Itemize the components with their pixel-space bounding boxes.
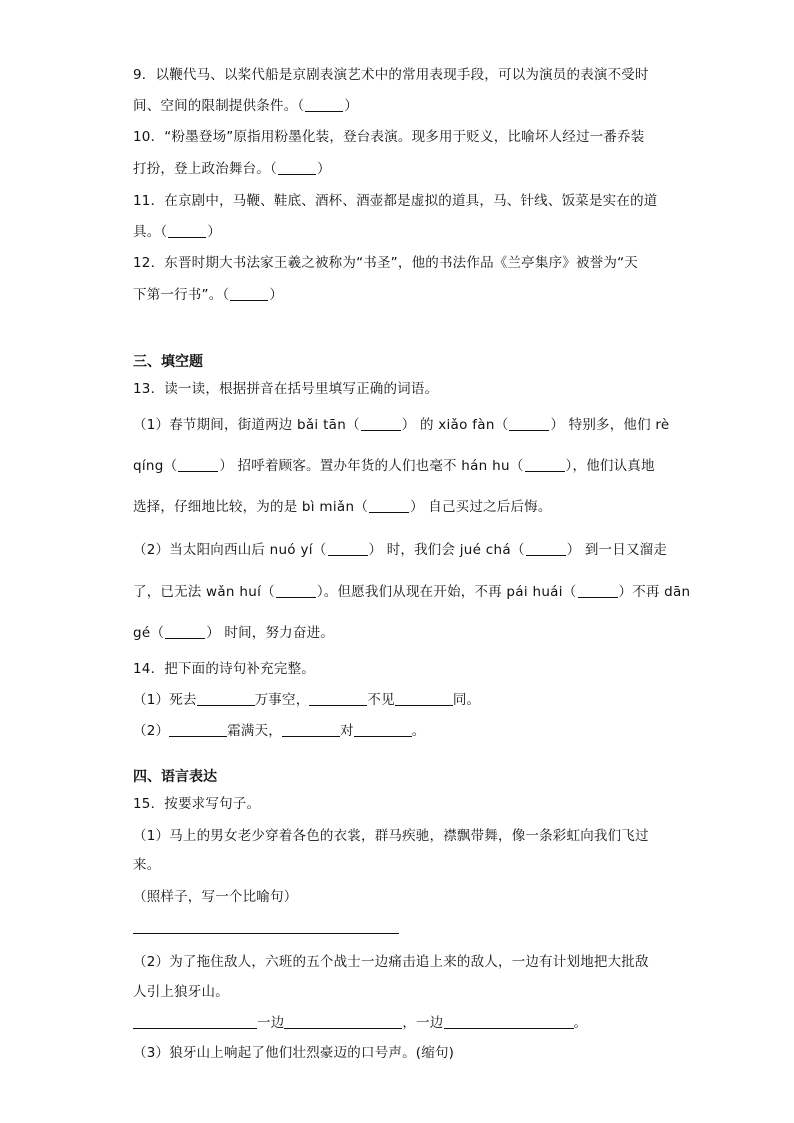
q12-line1: 12．东晋时期大书法家王羲之被称为“书圣”，他的书法作品《兰亭集序》被誉为“天	[133, 255, 638, 271]
paren-open: （	[163, 458, 178, 474]
paren-close: ）	[206, 625, 220, 641]
answer-blank[interactable]	[354, 722, 412, 737]
answer-blank[interactable]	[525, 458, 565, 472]
pinyin: nuó yí	[269, 542, 313, 558]
pinyin: xiǎo fàn	[438, 417, 495, 433]
q11-line2-text: 具。	[133, 224, 161, 240]
pinyin: pái huái	[506, 584, 563, 600]
text: 特别多，他们	[564, 417, 656, 433]
text: （2）	[133, 723, 170, 739]
text: （1）死去	[133, 692, 197, 708]
pinyin: qíng	[133, 458, 164, 474]
paren-close: ）	[316, 161, 331, 177]
q15-p1-requirement: （照样子，写一个比喻句）	[133, 889, 298, 905]
pinyin: bǎi tān	[296, 417, 347, 433]
answer-blank[interactable]	[509, 417, 549, 431]
q9-line2	[133, 96, 358, 116]
q13-p2-line1	[133, 540, 667, 560]
paren-open: （	[312, 542, 327, 558]
q15-p3-line1: （3）狼牙山上响起了他们壮烈豪迈的口号声。(缩句)	[133, 1045, 455, 1061]
q10-line2-text: 打扮，登上政治舞台。	[133, 161, 270, 177]
section-title: 四、语言表达	[133, 769, 217, 785]
paren-close: ）	[219, 458, 234, 474]
text: （1）春节期间，街道两边	[133, 417, 297, 433]
paren-close: ）	[410, 499, 424, 515]
paren-close: ）	[566, 542, 581, 558]
q15-p2-answer	[133, 1013, 587, 1033]
q15-p2-line1: （2）为了拖住敌人，六班的五个战士一边痛击追上来的敌人，一边有计划地把大批敌	[133, 954, 649, 970]
q14-p2	[133, 721, 425, 741]
pinyin: wǎn huí	[206, 584, 262, 600]
paren-open: （	[510, 542, 525, 558]
paren-close: ）	[269, 287, 284, 303]
answer-blank[interactable]	[282, 722, 340, 737]
paren-close: ）	[316, 584, 324, 600]
text: 。	[573, 1015, 588, 1031]
answer-blank[interactable]	[328, 542, 368, 556]
text: 。但愿我们从现在开始，不再	[323, 584, 507, 600]
q14-stem: 14．把下面的诗句补充完整。	[133, 661, 315, 677]
q12-line2-text: 下第一行书”。	[133, 287, 223, 303]
text: 一边	[257, 1015, 285, 1031]
paren-close: ）	[368, 542, 383, 558]
text: 万事空，	[254, 692, 310, 708]
paren-open: （	[150, 625, 165, 641]
pinyin: dān	[664, 584, 691, 600]
section-title: 三、填空题	[133, 354, 203, 370]
paren-open: （	[261, 584, 275, 600]
q10-line1: 10．“粉墨登场”原指用粉墨化装，登台表演。现多用于贬义，比喻坏人经过一番乔装	[133, 129, 645, 145]
answer-blank[interactable]	[369, 499, 409, 513]
answer-blank[interactable]	[309, 691, 367, 706]
text: 招呼着顾客。置办年货的人们也毫不	[233, 458, 462, 474]
answer-blank[interactable]	[444, 1014, 574, 1029]
answer-blank[interactable]	[178, 458, 218, 472]
paren-close: ）	[344, 98, 359, 114]
paren-open: （	[354, 499, 369, 515]
text: 同。	[452, 692, 481, 708]
answer-blank[interactable]	[165, 625, 205, 639]
text: 霜满天，	[227, 723, 283, 739]
answer-blank[interactable]	[276, 584, 316, 598]
q15-stem: 15．按要求写句子。	[133, 796, 261, 812]
paren-open: （	[509, 458, 524, 474]
answer-blank[interactable]	[284, 1014, 402, 1029]
paren-close: ）	[565, 458, 573, 474]
paren-open: （	[346, 417, 360, 433]
paren-close: ）	[618, 584, 633, 600]
q10-line2	[133, 159, 331, 179]
q13-p1-line2	[133, 456, 655, 476]
paren-open: （	[270, 161, 277, 177]
answer-line[interactable]	[133, 933, 399, 934]
answer-blank[interactable]	[278, 161, 316, 175]
paren-open: （	[297, 98, 305, 114]
q13-p2-line3	[133, 623, 334, 643]
answer-blank[interactable]	[230, 287, 268, 301]
q13-p1-line3	[133, 497, 552, 517]
text: 到一日又溜走	[580, 542, 668, 558]
pinyin: rè	[655, 417, 670, 433]
answer-blank[interactable]	[526, 542, 566, 556]
paren-open: （	[562, 584, 577, 600]
q9-line2-text: 间、空间的限制提供条件。	[133, 98, 298, 114]
text: 选择，仔细地比较，为的是	[133, 499, 302, 515]
answer-blank[interactable]	[305, 98, 343, 112]
answer-blank[interactable]	[395, 691, 453, 706]
pinyin: gé	[133, 625, 151, 641]
q12-line2	[133, 285, 283, 305]
answer-blank[interactable]	[197, 691, 255, 706]
text: 不再	[632, 584, 665, 600]
answer-blank[interactable]	[578, 584, 618, 598]
answer-blank[interactable]	[133, 1014, 257, 1029]
paren-open: （	[160, 224, 168, 240]
text: 了，已无法	[133, 584, 206, 600]
q13-p1-line1	[133, 415, 670, 435]
q9-line1: 9．以鞭代马、以桨代船是京剧表演艺术中的常用表现手段，可以为演员的表演不受时	[133, 67, 649, 83]
text: 时间，努力奋进。	[219, 625, 334, 641]
q11-line2	[133, 222, 221, 242]
text: ，他们认真地	[572, 458, 655, 474]
q15-p2-line2: 人引上狼牙山。	[133, 984, 229, 1000]
answer-blank[interactable]	[169, 722, 227, 737]
text: 。	[411, 723, 426, 739]
text: 时，我们会	[382, 542, 460, 558]
pinyin: jué chá	[459, 542, 511, 558]
q15-p1-line1: （1）马上的男女老少穿着各色的衣裳，群马疾驰，襟飘带舞，像一条彩虹向我们飞过	[133, 828, 649, 844]
paren-close: ）	[207, 224, 222, 240]
q13-p2-line2	[133, 582, 690, 602]
paren-open: （	[494, 417, 509, 433]
text: 自己买过之后后悔。	[423, 499, 552, 515]
text: 的	[415, 417, 439, 433]
paren-open: （	[222, 287, 230, 303]
pinyin: hán hu	[461, 458, 510, 474]
q15-p1-line2: 来。	[133, 857, 161, 873]
text: （2）当太阳向西山后	[133, 542, 270, 558]
pinyin: bì miǎn	[301, 499, 355, 515]
text: ，一边	[402, 1015, 444, 1031]
q14-p1	[133, 690, 480, 710]
answer-blank[interactable]	[168, 224, 206, 238]
paren-close: ）	[550, 417, 565, 433]
answer-blank[interactable]	[361, 417, 401, 431]
q11-line1: 11．在京剧中，马鞭、鞋底、酒杯、酒壶都是虚拟的道具，马、针线、饭菜是实在的道	[133, 193, 658, 209]
paren-close: ）	[401, 417, 416, 433]
text: 对	[340, 723, 354, 739]
text: 不见	[367, 692, 395, 708]
q13-stem: 13．读一读，根据拼音在括号里填写正确的词语。	[133, 381, 439, 397]
